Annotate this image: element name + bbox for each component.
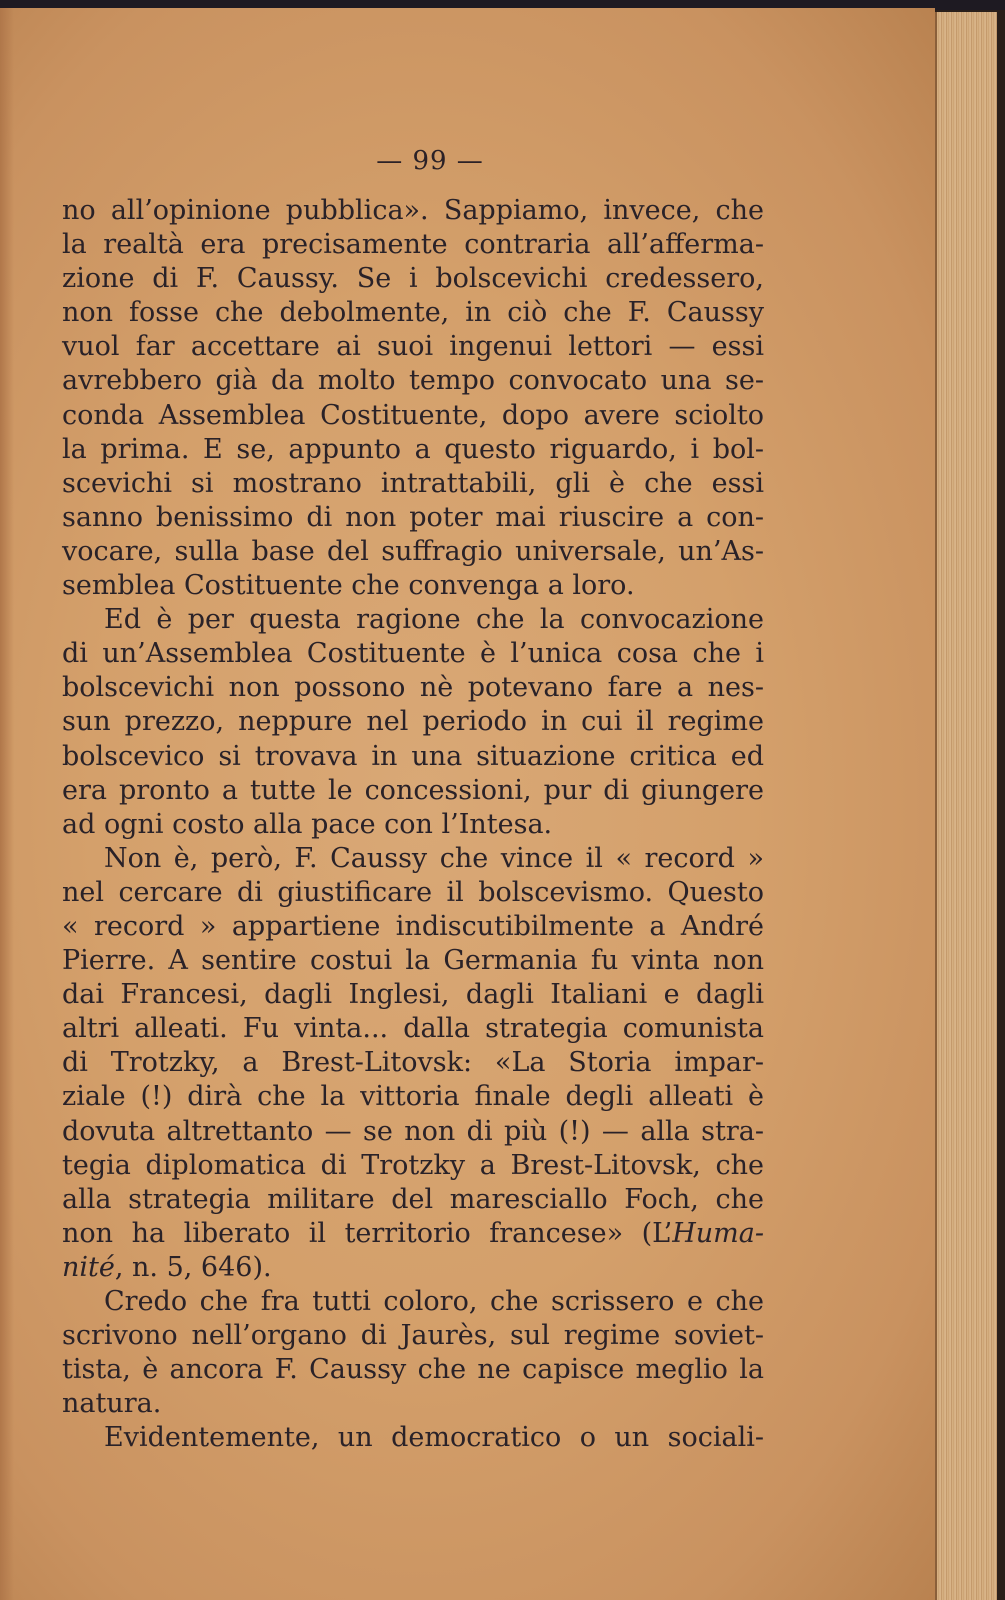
paragraph bbox=[62, 1421, 764, 1455]
text-line: alla strategia militare del maresciallo Foch, che bbox=[62, 1183, 764, 1215]
text-line: di Trotzky, a Brest-Litovsk: «La Storia impar- bbox=[62, 1047, 764, 1079]
text-line: Non è, però, F. Caussy che vince il « record » bbox=[104, 842, 764, 874]
text-line: altri alleati. Fu vinta... dalla strategia comunista bbox=[62, 1013, 764, 1045]
text-line: tista, è ancora F. Caussy che ne capisce meglio la bbox=[62, 1354, 764, 1386]
text-line: dai Francesi, dagli Inglesi, dagli Italiani e dagli bbox=[62, 979, 764, 1011]
text-line: vocare, sulla base del suffragio universale, un’As- bbox=[62, 535, 764, 567]
text-line: no all’opinione pubblica». Sappiamo, invece, che bbox=[62, 195, 764, 226]
text-line: semblea Costituente che convenga a loro. bbox=[62, 570, 635, 602]
page-number: — 99 — bbox=[376, 146, 484, 176]
text-line: non ha liberato il territorio francese» (L’Huma- bbox=[62, 1217, 764, 1249]
book-page bbox=[0, 8, 935, 1600]
text-line: sanno benissimo di non poter mai riuscire a con- bbox=[62, 501, 764, 533]
text-line: non fosse che debolmente, in ciò che F. Caussy bbox=[62, 297, 764, 329]
text-line: Ed è per questa ragione che la convocazione bbox=[104, 604, 764, 636]
text-line: nel cercare di giustificare il bolscevismo. Questo bbox=[62, 876, 764, 908]
text-line: vuol far accettare ai suoi ingenui lettori — essi bbox=[62, 331, 764, 363]
text-line: Evidentemente, un democratico o un sociali- bbox=[104, 1422, 764, 1454]
text-line: bolscevichi non possono nè potevano fare a nes- bbox=[62, 672, 764, 704]
text-line: tegia diplomatica di Trotzky a Brest-Litovsk, che bbox=[62, 1149, 764, 1181]
paragraph bbox=[62, 194, 764, 603]
paragraph bbox=[62, 842, 764, 1285]
text-line: Pierre. A sentire costui la Germania fu vinta non bbox=[62, 945, 764, 977]
text-line: ad ogni costo alla pace con l’Intesa. bbox=[62, 808, 553, 840]
body-text bbox=[62, 194, 764, 1455]
paragraph bbox=[62, 603, 764, 842]
paragraph bbox=[62, 1285, 764, 1421]
text-line: « record » appartiene indiscutibilmente a André bbox=[62, 910, 764, 942]
text-line: scevichi si mostrano intrattabili, gli è che essi bbox=[62, 467, 764, 499]
text-line: era pronto a tutte le concessioni, pur di giungere bbox=[62, 774, 764, 806]
text-line: avrebbero già da molto tempo convocato una se- bbox=[62, 365, 764, 397]
text-line: Credo che fra tutti coloro, che scrissero e che bbox=[104, 1286, 764, 1317]
text-line: di un’Assemblea Costituente è l’unica cosa che i bbox=[62, 638, 764, 670]
text-line: ziale (!) dirà che la vittoria finale degli alleati è bbox=[62, 1081, 764, 1113]
text-line: dovuta altrettanto — se non di più (!) — alla stra- bbox=[62, 1115, 764, 1147]
text-line: scrivono nell’organo di Jaurès, sul regime soviet- bbox=[62, 1320, 764, 1352]
text-line: la prima. E se, appunto a questo riguardo, i bol- bbox=[62, 433, 764, 465]
text-line: zione di F. Caussy. Se i bolscevichi credessero, bbox=[62, 263, 764, 295]
text-line: natura. bbox=[62, 1388, 162, 1420]
text-line: nité, n. 5, 646). bbox=[62, 1251, 272, 1283]
text-line: la realtà era precisamente contraria all’afferma- bbox=[62, 229, 764, 261]
text-line: bolscevico si trovava in una situazione critica ed bbox=[62, 740, 764, 772]
book-page-edges bbox=[935, 12, 997, 1600]
text-line: conda Assemblea Costituente, dopo avere sciolto bbox=[62, 399, 764, 431]
text-line: sun prezzo, neppure nel periodo in cui il regime bbox=[62, 706, 764, 738]
